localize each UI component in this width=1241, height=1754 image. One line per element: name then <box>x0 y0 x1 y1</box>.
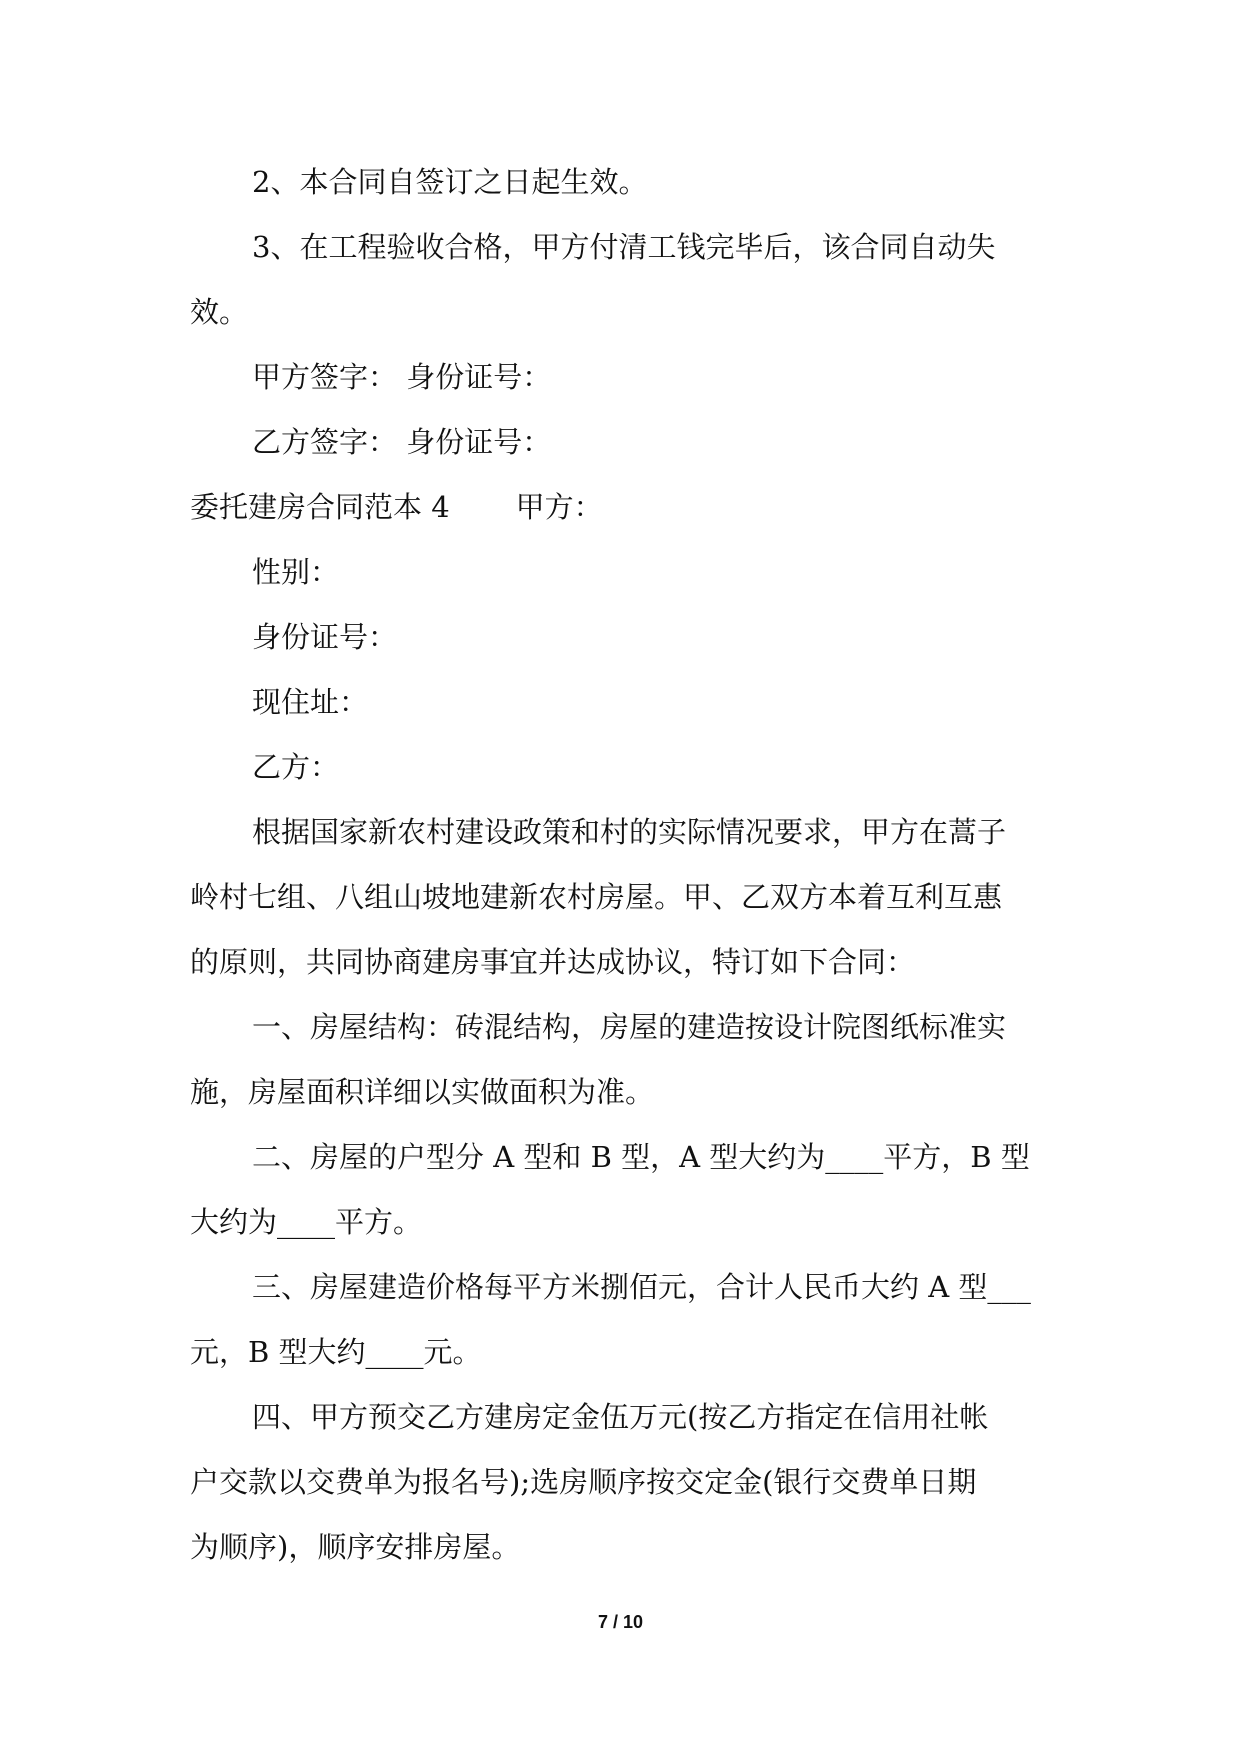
signature-line-party-a: 甲方签字： 身份证号： <box>252 360 552 394</box>
text-line: 三、房屋建造价格每平方米捌佰元，合计人民币大约 A 型___ <box>252 1270 1031 1304</box>
signature-line-party-b: 乙方签字： 身份证号： <box>252 425 552 459</box>
text-line: 为顺序)，顺序安排房屋。 <box>190 1530 521 1564</box>
text-line: 元，B 型大约____元。 <box>190 1335 482 1369</box>
text-line: 3、在工程验收合格，甲方付清工钱完毕后，该合同自动失 <box>252 230 996 264</box>
document-body <box>190 150 1065 1580</box>
text-line: 施，房屋面积详细以实做面积为准。 <box>190 1075 655 1109</box>
text-line: 一、房屋结构：砖混结构，房屋的建造按设计院图纸标准实 <box>252 1010 1007 1044</box>
party-b-label: 乙方： <box>252 750 340 784</box>
text-line: 岭村七组、八组山坡地建新农村房屋。甲、乙双方本着互利互惠 <box>190 880 1003 914</box>
text-line: 四、甲方预交乙方建房定金伍万元(按乙方指定在信用社帐 <box>252 1400 989 1434</box>
text-line: 根据国家新农村建设政策和村的实际情况要求，甲方在蒿子 <box>252 815 1007 849</box>
text-line: 的原则，共同协商建房事宜并达成协议，特订如下合同： <box>190 945 916 979</box>
text-line: 2、本合同自签订之日起生效。 <box>252 165 648 199</box>
text-line: 二、房屋的户型分 A 型和 B 型，A 型大约为____平方，B 型 <box>252 1140 1030 1174</box>
text-line: 户交款以交费单为报名号);选房顺序按交定金(银行交费单日期 <box>190 1465 977 1499</box>
id-number-field: 身份证号： <box>252 620 398 654</box>
party-a-label: 甲方： <box>515 490 603 524</box>
text-line: 大约为____平方。 <box>190 1205 423 1239</box>
section-heading-line <box>190 475 1065 540</box>
section-title: 委托建房合同范本 4 <box>190 490 450 524</box>
address-field: 现住址： <box>252 685 369 719</box>
page-number: 7 / 10 <box>597 1612 644 1632</box>
gender-field: 性别： <box>252 555 340 589</box>
text-line: 效。 <box>190 295 249 329</box>
